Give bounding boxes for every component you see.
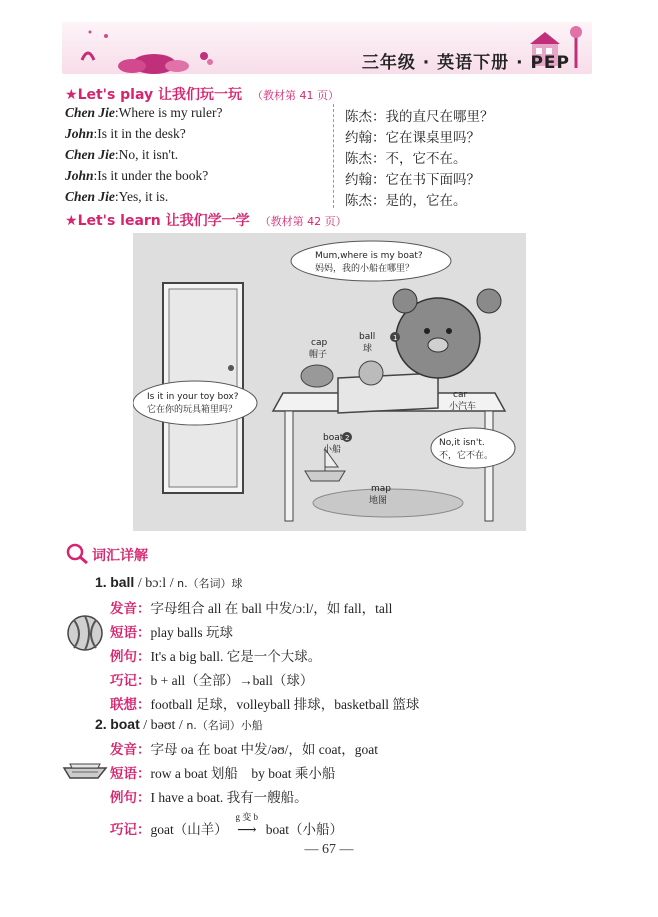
boat-number: 2 (345, 434, 350, 442)
entry-text: row a boat 划船 by boat 乘小船 (150, 766, 336, 781)
entry-text-after: boat（小船） (265, 822, 343, 837)
label-car-zh: 小汽车 (449, 402, 477, 412)
arrow-label: g 变 b (235, 812, 258, 822)
word-heading-ball (95, 574, 243, 592)
label-car-en: car (453, 390, 468, 400)
dialogue-divider (333, 104, 334, 208)
speech-bubble-right (431, 428, 515, 468)
header-title: 三年级 · 英语下册 · PEP (361, 53, 570, 73)
toy-box (338, 373, 438, 413)
ball (359, 361, 383, 385)
dialogue-line-2: John:Is it in the desk? (65, 126, 186, 141)
boat-entry-pronunciation (110, 738, 378, 758)
speech-bubble-left (133, 381, 257, 425)
speaker: Chen Jie (65, 189, 115, 204)
cap (301, 365, 333, 387)
word: boat (110, 716, 140, 732)
arrow-icon: ⟶ (237, 822, 257, 837)
star-icon: ★ (65, 87, 78, 103)
entry-label: 短语： (110, 766, 151, 782)
entry-label: 短语： (110, 625, 151, 641)
transform-arrow (228, 812, 266, 838)
entry-text: 字母组合 all 在 ball 中发/ɔːl/，如 fall，tall (150, 601, 393, 616)
lets-learn-title (65, 210, 347, 230)
entry-text-before: goat（山羊） (150, 822, 228, 837)
boat (305, 471, 345, 481)
lets-play-title (65, 84, 339, 104)
entry-text: I have a boat. 我有一艘船。 (150, 790, 308, 805)
illustration-scene (133, 233, 526, 531)
english-line: Yes, it is. (118, 189, 169, 204)
ball-entry-example (110, 645, 321, 665)
vocab-title: 词汇详解 (92, 548, 148, 564)
part-of-speech: n.（名词）球 (177, 577, 243, 590)
entry-text: play balls 玩球 (150, 625, 233, 640)
bubble-right-en: No,it isn't. (439, 438, 485, 448)
lets-learn-textbook-ref: （教材第 42 页） (259, 215, 347, 228)
page-header-banner (62, 22, 592, 74)
bubble-left-zh: 它在你的玩具箱里吗？ (147, 405, 238, 415)
entry-label: 发音： (110, 601, 151, 617)
dialogue-zh-3: 陈杰：不，它不在。 (345, 151, 467, 167)
lesson-illustration (133, 233, 526, 531)
entry-label: 发音： (110, 742, 151, 758)
label-boat-en: boat (323, 433, 344, 443)
entry-text: 字母 oa 在 boat 中发/əʊ/，如 coat，goat (150, 742, 378, 757)
speaker: John (65, 126, 94, 141)
entry-label: 例句： (110, 790, 151, 806)
entry-label: 巧记： (110, 822, 151, 838)
boat-entry-example (110, 786, 308, 806)
magnifier-icon (65, 542, 91, 564)
label-boat-zh: 小船 (323, 445, 342, 455)
label-ball-zh: 球 (363, 344, 373, 354)
speaker: Chen Jie (65, 105, 115, 120)
entry-label: 联想： (110, 697, 151, 713)
star-icon: ★ (65, 213, 78, 229)
lets-learn-title-text: Let's learn 让我们学一学 (77, 213, 250, 229)
entry-text: football 足球，volleyball 排球，basketball 篮球 (150, 697, 420, 712)
ball-entry-association (110, 693, 419, 713)
dialogue-line-1: Chen Jie:Where is my ruler? (65, 105, 223, 120)
label-ball-en: ball (359, 332, 376, 342)
ball-icon (66, 612, 104, 654)
lets-play-textbook-ref: （教材第 41 页） (252, 89, 340, 102)
entry-text: It's a big ball. 它是一个大球。 (150, 649, 322, 664)
english-line: Is it under the book? (97, 168, 209, 183)
speaker: Chen Jie (65, 147, 115, 162)
boat-entry-mnemonic (110, 812, 343, 838)
bubble-top-en: Mum,where is my boat? (315, 251, 423, 261)
dialogue-line-4: John:Is it under the book? (65, 168, 209, 183)
english-line: No, it isn't. (118, 147, 179, 162)
ball-number: 1 (393, 334, 398, 342)
ball-entry-phrase (110, 621, 233, 641)
dialogue-zh-5: 陈杰：是的，它在。 (345, 193, 467, 209)
dialogue-zh-4: 约翰：它在书下面吗？ (345, 172, 480, 188)
english-line: Is it in the desk? (97, 126, 186, 141)
bubble-right-zh: 不，它不在。 (439, 451, 494, 461)
word-heading-boat (95, 716, 263, 734)
label-cap-zh: 帽子 (309, 350, 328, 360)
word: ball (110, 574, 135, 590)
dialogue-zh-2: 约翰：它在课桌里吗？ (345, 130, 480, 146)
ball-entry-mnemonic (110, 669, 313, 689)
bubble-top-zh: 妈妈，我的小船在哪里？ (315, 264, 415, 274)
dialogue-line-5: Chen Jie:Yes, it is. (65, 189, 169, 204)
boat-icon (62, 756, 108, 782)
entry-text: b + all（全部）→ball（球） (150, 673, 314, 688)
phonetic: / bɔːl / (137, 576, 174, 591)
label-cap-en: cap (311, 338, 328, 348)
english-line: Where is my ruler? (118, 105, 223, 120)
word-number: 1. (95, 574, 107, 590)
bubble-left-en: Is it in your toy box? (147, 392, 239, 402)
phonetic: / bəʊt / (143, 718, 183, 733)
entry-label: 例句： (110, 649, 151, 665)
boat-entry-phrase (110, 762, 335, 782)
entry-label: 巧记： (110, 673, 151, 689)
page-number: — 67 — (304, 842, 354, 857)
part-of-speech: n.（名词）小船 (186, 719, 263, 732)
speaker: John (65, 168, 94, 183)
label-map-en: map (371, 484, 391, 494)
dialogue-zh-1: 陈杰：我的直尺在哪里？ (345, 109, 494, 125)
ball-entry-pronunciation (110, 597, 392, 617)
speech-bubble-top (291, 241, 451, 281)
lets-play-title-text: Let's play 让我们玩一玩 (77, 87, 243, 103)
dialogue-line-3: Chen Jie:No, it isn't. (65, 147, 179, 162)
label-map-zh: 地图 (369, 496, 388, 506)
word-number: 2. (95, 716, 107, 732)
